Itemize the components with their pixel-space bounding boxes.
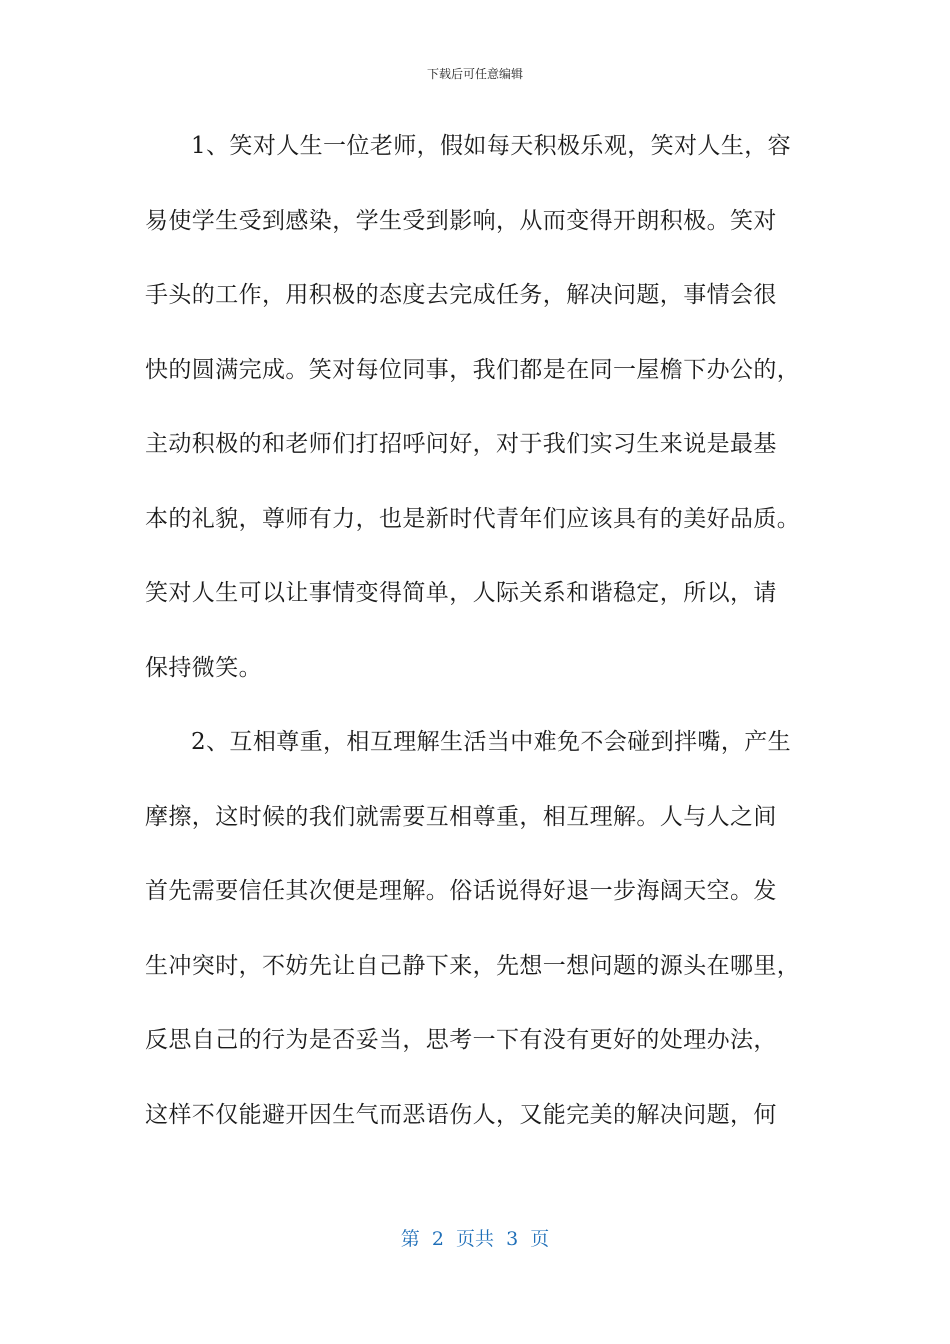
paragraph-line: 快的圆满完成。笑对每位同事，我们都是在同一屋檐下办公的，: [145, 356, 801, 383]
paragraph-line: 这样不仅能避开因生气而恶语伤人，又能完美的解决问题，何: [145, 1101, 777, 1128]
paragraph-line: 手头的工作，用积极的态度去完成任务，解决问题，事情会很: [145, 282, 777, 308]
paragraph-1: [145, 124, 805, 720]
paragraph-line: 本的礼貌，尊师有力，也是新时代青年们应该具有的美好品质。: [145, 505, 801, 532]
paragraph-line: 1、笑对人生一位老师，假如每天积极乐观，笑对人生，容: [191, 133, 792, 159]
page-number-text: 第 2 页共 3 页: [400, 1228, 550, 1250]
paragraph-line: 笑对人生可以让事情变得简单，人际关系和谐稳定，所以，请: [145, 580, 777, 606]
paragraph-line: 易使学生受到感染，学生受到影响，从而变得开朗积极。笑对: [145, 207, 777, 234]
paragraph-2: [145, 720, 805, 1167]
page-number-footer: [0, 1225, 950, 1253]
paragraph-line: 生冲突时，不妨先让自己静下来，先想一想问题的源头在哪里，: [145, 952, 801, 979]
document-body: [145, 124, 805, 1167]
paragraph-line: 摩擦，这时候的我们就需要互相尊重，相互理解。人与人之间: [145, 803, 777, 830]
paragraph-line: 首先需要信任其次便是理解。俗话说得好退一步海阔天空。发: [145, 878, 777, 904]
paragraph-line: 反思自己的行为是否妥当，思考一下有没有更好的处理办法，: [145, 1027, 777, 1053]
paragraph-line: 保持微笑。: [145, 654, 262, 681]
paragraph-line: 主动积极的和老师们打招呼问好，对于我们实习生来说是最基: [145, 431, 777, 457]
page-header: 下载后可任意编辑: [426, 67, 523, 81]
paragraph-line: 2、互相尊重，相互理解生活当中难免不会碰到拌嘴，产生: [191, 729, 792, 755]
